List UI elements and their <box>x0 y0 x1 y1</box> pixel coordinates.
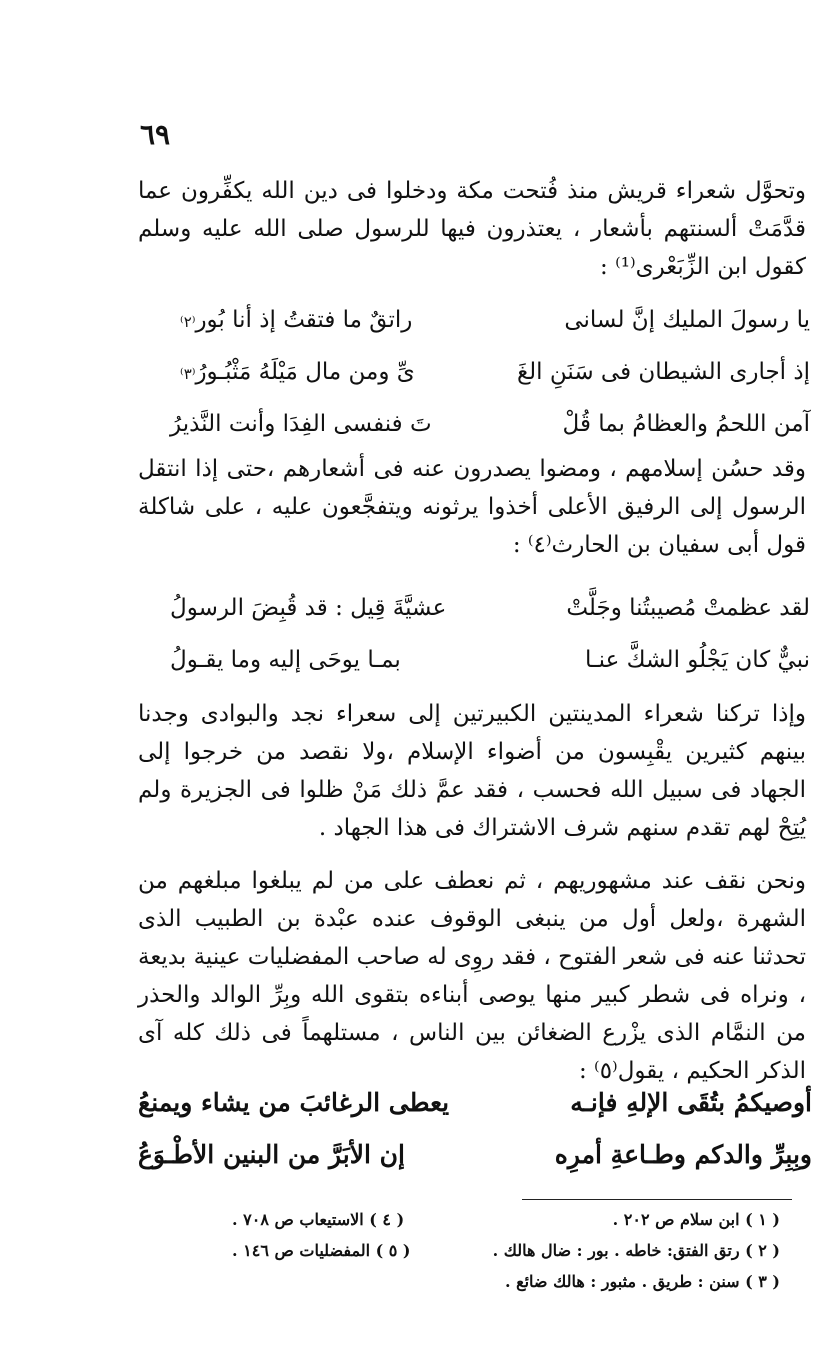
hemistich-first: نبيٌّ كان يَجْلُو الشكَّ عنـا <box>584 647 810 673</box>
poem-line <box>170 409 810 439</box>
hemistich-first: يا رسولَ المليك إنَّ لسانى <box>564 307 810 333</box>
hemistich-first: لقد عظمتْ مُصيبتُنا وجَلَّتْ <box>566 595 810 621</box>
footnote-4: ( ٤ ) الاستيعاب ص ٧٠٨ . <box>232 1210 405 1229</box>
poem-line <box>138 1140 812 1170</box>
footnote-2: ( ٢ ) رتق الفتق: خاطه . بور : ضال هالك . <box>492 1241 780 1260</box>
footnote-mark: ⁽٣⁾ <box>180 365 196 383</box>
footnote-mark: ⁽٢⁾ <box>180 313 196 331</box>
hemistich-first: إذ أجارى الشيطان فى سَنَنِ الغَ <box>516 359 810 385</box>
hemistich-first: وبِبِرِّ والدكم وطـاعةِ أمرِه <box>554 1140 812 1169</box>
hemistich-second <box>170 357 415 389</box>
paragraph-najd-poets: وإذا تركنا شعراء المدينتين الكبيرتين إلى سعراء نجد والبوادى وجدنا بينهم كثيرين يقْبِسون من أضواء الإسلام ،ولا نقصد من خرجوا إلى الجهاد فى سبيل الله فحسب ، فقد عمَّ ذلك مَنْ ظلوا فى الجزيرة ولم يُتِحْ لهم تقدم سنهم شرف الاشتراك فى هذا الجهاد . <box>138 701 806 841</box>
footnote-1: ( ١ ) ابن سلام ص ٢٠٢ . <box>612 1210 780 1229</box>
hemistich-second <box>170 305 412 337</box>
poem-line <box>170 645 810 675</box>
paragraph-elegy: وقد حسُن إسلامهم ، ومضوا يصدرون عنه فى أشعارهم ،حتى إذا انتقل الرسول إلى الرفيق الأعلى أخذوا يرثونه ويتفجَّعون عليه ، على شاكلة قول أبى سفيان بن الحارث⁽٤⁾ : <box>138 456 806 558</box>
poem-line <box>170 593 810 623</box>
footnote-divider <box>522 1199 792 1200</box>
paragraph-abda: ونحن نقف عند مشهوريهم ، ثم نعطف على من لم يبلغوا مبلغهم من الشهرة ،ولعل أول من ينبغى الوقوف عنده عبْدة بن الطبيب الذى تحدثنا عنه فى شعر الفتوح ، فقد روِى له صاحب المفضليات عينية بديعة ، ونراه فى شطر كبير منها يوصى أبناءه بتقوى الله وبِرِّ الوالد والحذر من النمَّام الذى يزْرع الضغائن بين الناس ، مستلهماً فى ذلك كله آى الذكر الحكيم ، يقول⁽٥⁾ : <box>137 868 806 1084</box>
hemistich-second: يعطى الرغائبَ من يشاء ويمنعُ <box>138 1088 450 1117</box>
hemistich-second: إن الأبَرَّ من البنين الأطْـوَعُ <box>138 1140 405 1169</box>
hemistich-second: بمـا يوحَى إليه وما يقـولُ <box>170 647 401 673</box>
hemistich-text: ىِّ ومن مال مَيْلَهُ مَثْبُـورُ <box>195 359 415 385</box>
page-number: ٦٩ <box>140 118 171 151</box>
hemistich-second: عشيَّةَ قِيل : قد قُبِضَ الرسولُ <box>170 595 447 621</box>
footnote-5: ( ٥ ) المفضليات ص ١٤٦ . <box>232 1241 411 1260</box>
hemistich-first: آمن اللحمُ والعظامُ بما قُلْ <box>562 411 810 437</box>
hemistich-second: تَ فنفسى الفِدَا وأنت النَّذيرُ <box>170 411 432 437</box>
poem-line <box>170 305 810 337</box>
hemistich-first: أوصيكمُ بتُقَى الإلهِ فإنـه <box>570 1088 812 1117</box>
paragraph-intro: وتحوَّل شعراء قريش منذ فُتحت مكة ودخلوا فى دين الله يكفِّرون عما قدَّمَتْ ألسنتهم بأشعار ، يعتذرون فيها للرسول صلى الله عليه وسلم كقول ابن الزِّبَعْرى⁽¹⁾ : <box>138 178 806 280</box>
hemistich-text: راتقٌ ما فتقتُ إذ أنا بُور <box>195 307 413 333</box>
poem-line <box>138 1088 812 1118</box>
poem-line <box>170 357 810 389</box>
footnote-3: ( ٣ ) سنن : طريق . مثبور : هالك ضائع . <box>504 1272 780 1291</box>
